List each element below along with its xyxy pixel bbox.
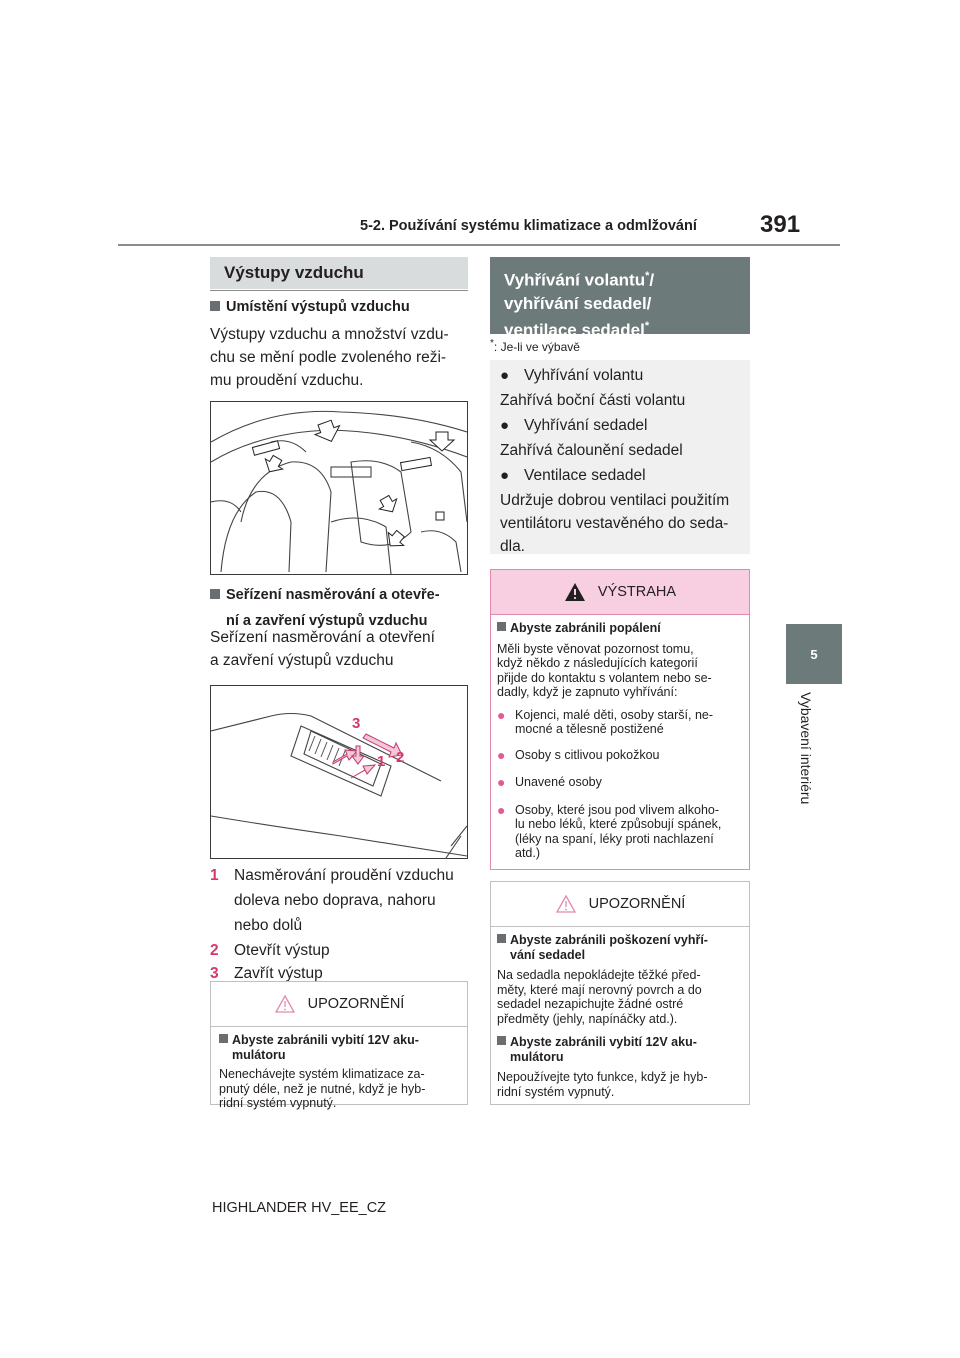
section-heading-air-outlets: [210, 257, 468, 289]
feature-title: Vyhřívání sedadel: [524, 417, 648, 434]
bullet-dot-icon: ●: [500, 367, 510, 384]
figure-cabin-outlets: [210, 401, 468, 575]
heading-asterisk: *: [644, 319, 650, 332]
footnote: [490, 338, 580, 354]
warning-intro: Měli byste věnovat pozornost tomu, když někdo z následujících kategorií přijde do kontaktu s volantem nebo se- dadly, když je zapnuto vyhřívání:: [497, 641, 712, 699]
warning-bullet: ● Kojenci, malé děti, osoby starší, ne- mocné a tělesně postižené: [497, 706, 714, 736]
chapter-tab-number: 5: [810, 646, 818, 662]
section-heading-text: Výstupy vzduchu: [224, 263, 364, 282]
footer-model: HIGHLANDER HV_EE_CZ: [212, 1200, 387, 1216]
text-line: Otevřít výstup: [234, 942, 330, 959]
feature-title: Vyhřívání volantu: [524, 367, 644, 384]
list-number: 1: [210, 867, 219, 884]
figure-callout: 1: [377, 753, 386, 770]
subheading-text: Seřízení nasměrování a otevře-: [226, 587, 440, 603]
feature-list: [490, 360, 750, 554]
bullet-dot-icon: ●: [497, 746, 506, 763]
text-line: nebo dolů: [234, 917, 303, 934]
bullet-dot-icon: ●: [500, 467, 510, 484]
notice-box-seat-heating: [490, 881, 750, 1105]
notice-item-text: Na sedadla nepokládejte těžké před- měty, které mají nerovný povrch a do sedadel nezapichujte žádné ostré předměty (jehly, napínáčky atd.).: [497, 968, 702, 1026]
chapter-tab-text: Vybavení interiéru: [798, 692, 814, 805]
notice-item-title: Abyste zabránili vybití 12V aku- mulátoru: [497, 1035, 743, 1064]
caution-triangle-icon: [274, 994, 296, 1014]
warning-item-title: Abyste zabránili popálení: [497, 621, 743, 636]
heading-line: Vyhřívání volantu: [504, 270, 646, 290]
warning-bullet: ● Unavené osoby: [497, 774, 602, 790]
subheading-outlet-location: [210, 296, 410, 318]
square-bullet-icon: [497, 622, 506, 631]
text-line: mu proudění vzduchu.: [210, 372, 364, 389]
warning-bullet: ● Osoby s citlivou pokožkou: [497, 746, 660, 763]
chapter-tab-label: [792, 692, 836, 822]
text-line: chu se mění podle zvoleného reži-: [210, 349, 447, 366]
figure-callout: 3: [352, 715, 361, 732]
warning-triangle-icon: [564, 582, 586, 602]
text-line: Nasměrování proudění vzduchu: [234, 867, 454, 884]
outlet-illustration: [211, 686, 467, 858]
warning-box-burns: [490, 569, 750, 870]
warning-title: VÝSTRAHA: [597, 584, 677, 600]
notice-header: [211, 982, 467, 1027]
figure-ceiling-outlet: [210, 685, 468, 859]
heading-line: /: [649, 270, 655, 290]
footnote-text: : Je-li ve výbavě: [493, 340, 580, 354]
warning-header: [491, 570, 749, 615]
notice-item-title: Abyste zabránili vybití 12V aku- mulátoru: [219, 1033, 459, 1062]
notice-item-title: Abyste zabránili poškození vyhří- vání sedadel: [497, 933, 743, 962]
square-bullet-icon: [210, 301, 220, 311]
header-rule: [118, 244, 840, 246]
footnote-mark: *: [490, 338, 494, 349]
text-line: a zavření výstupů vzduchu: [210, 652, 394, 669]
square-bullet-icon: [497, 934, 506, 943]
feature-item: [500, 414, 740, 437]
feature-desc: Zahřívá čalounění sedadel: [500, 442, 683, 459]
notice-title: UPOZORNĚNÍ: [588, 896, 686, 912]
subheading-text: Umístění výstupů vzduchu: [226, 299, 410, 315]
list-number: 2: [210, 942, 219, 959]
heading-line: ventilace sedadel: [504, 320, 645, 340]
paragraph-adjustment: [210, 626, 470, 672]
chapter-title: 5-2. Používání systému klimatizace a odmlžování: [360, 218, 697, 234]
section-rule: [210, 290, 468, 291]
feature-desc: Zahřívá boční části volantu: [500, 392, 686, 409]
bullet-dot-icon: ●: [497, 774, 506, 790]
notice-title: UPOZORNĚNÍ: [307, 996, 405, 1012]
bullet-dot-icon: ●: [497, 801, 506, 818]
heading-asterisk: *: [645, 270, 650, 282]
subheading-outlet-adjustment: [210, 584, 470, 632]
square-bullet-icon: [210, 589, 220, 599]
list-item: [210, 939, 472, 962]
square-bullet-icon: [219, 1034, 228, 1043]
paragraph-outlets: [210, 323, 470, 392]
figure-callout: 2: [396, 749, 405, 766]
warning-bullet: ● Osoby, které jsou pod vlivem alkoho- lu nebo léků, které způsobují spánek, (léky na spaní, léky proti nachlazení atd.): [497, 801, 722, 860]
notice-box-battery: [210, 981, 468, 1110]
feature-desc: Udržuje dobrou ventilaci použitím ventilátoru vestavěného do seda- dla.: [500, 492, 730, 555]
notice-item-text: Nenechávejte systém klimatizace za- pnutý déle, než je nutné, když je hyb- ridní systém vypnutý.: [219, 1067, 426, 1110]
chapter-tab: [786, 624, 842, 684]
text-line: Výstupy vzduchu a množství vzdu-: [210, 326, 449, 343]
page-number: 391: [760, 211, 801, 238]
caution-triangle-icon: [555, 894, 577, 914]
feature-item: [500, 364, 740, 387]
notice-header: [491, 882, 749, 927]
notice-item-text: Nepoužívejte tyto funkce, když je hyb- ridní systém vypnutý.: [497, 1070, 708, 1099]
text-line: Zavřít výstup: [234, 965, 323, 982]
feature-item: [500, 464, 740, 487]
section-heading-heating: [490, 257, 750, 340]
feature-title: Ventilace sedadel: [524, 467, 646, 484]
bullet-dot-icon: ●: [500, 417, 510, 434]
square-bullet-icon: [497, 1036, 506, 1045]
list-number: 3: [210, 965, 219, 982]
numbered-list: [210, 864, 472, 985]
list-item: [210, 864, 472, 937]
bullet-dot-icon: ●: [497, 706, 506, 723]
heading-line: vyhřívání sedadel/: [504, 293, 652, 313]
text-line: Seřízení nasměrování a otevření: [210, 629, 435, 646]
text-line: doleva nebo doprava, nahoru: [234, 892, 436, 909]
subheading-text-line2: ní a zavření výstupů vzduchu: [226, 613, 428, 629]
cabin-illustration: [211, 402, 467, 574]
